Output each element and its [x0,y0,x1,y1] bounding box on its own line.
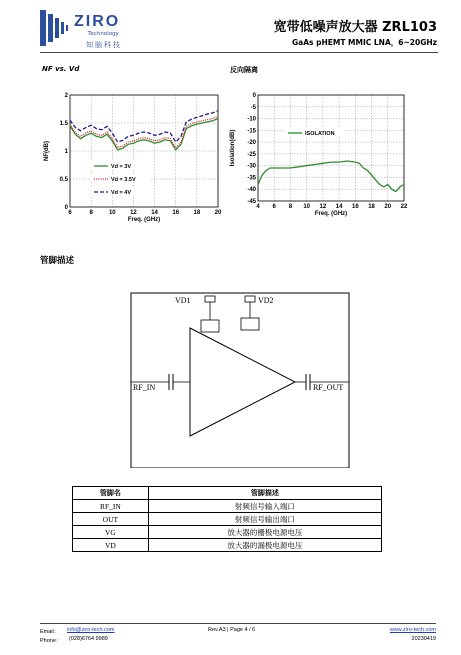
isolation-chart [226,86,416,231]
pin-name-cell: VG [73,526,149,539]
vd1-pad [205,296,215,302]
x-tick-label: 10 [303,204,311,210]
document-subtitle: GaAs pHEMT MMIC LNA，6~20GHz [292,38,437,47]
series-line [70,111,218,142]
diagram-border [131,293,349,468]
block-diagram [125,288,355,468]
logo-subtext: Technology [88,31,119,37]
x-tick-label: 18 [368,204,375,210]
table-header-row [73,487,382,500]
rf-out-label: RF_OUT [313,383,344,392]
y-tick-label: -5 [250,104,256,111]
table-header-cell: 管脚名 [73,487,149,500]
amplifier-symbol [190,328,295,436]
table-row [73,500,382,513]
x-tick-label: 12 [319,204,327,210]
footer-email-label: Email： [40,629,60,635]
vd2-bias-box [241,318,259,330]
footer-page-info: Rev.A3 | Page 4 / 6 [208,627,256,633]
legend-label: Vd = 3V [111,164,132,170]
y-tick-label: -35 [247,175,256,182]
rf-in-label: RF_IN [133,383,156,392]
x-tick-label: 4 [256,204,260,210]
header-divider [40,52,438,53]
y-tick-label: -40 [247,187,256,194]
y-tick-label: -25 [247,151,256,158]
vd1-label: VD1 [175,296,191,305]
logo-chinese-name: 知脑科技 [86,41,122,49]
y-tick-label: 0.5 [59,177,68,183]
y-tick-label: 2 [64,93,68,99]
x-tick-label: 20 [384,204,392,210]
x-tick-label: 12 [130,210,137,216]
y-tick-label: 1 [64,149,68,155]
y-tick-label: -20 [247,140,256,147]
footer-website-link[interactable]: www.ziro-tech.com [389,627,436,633]
y-tick-label: 0 [252,93,256,99]
vd2-label: VD2 [258,296,274,305]
document-title: 宽带低噪声放大器 ZRL103 [273,20,437,35]
table-row [73,539,382,552]
x-tick-label: 8 [89,210,93,216]
company-logo [38,8,128,50]
pin-name-cell: RF_IN [73,500,149,513]
x-axis-label: Freq. (GHz) [314,211,348,217]
logo-name: ZIRO [74,13,121,30]
pin-name-cell: VD [73,539,149,552]
x-tick-label: 14 [151,210,158,216]
x-tick-label: 14 [335,204,343,210]
legend-label: Vd = 3.5V [111,177,136,183]
legend-label: Vd = 4V [111,190,132,196]
y-tick-label: -30 [247,163,256,170]
footer-phone: (028)6764 9989 [69,636,108,642]
vd2-pad [245,296,255,302]
nf-vs-vd-chart [38,86,228,231]
x-tick-label: 6 [272,204,276,210]
x-tick-label: 8 [288,204,293,210]
footer-date: 20230419 [411,636,436,642]
footer-phone-label: Phone： [40,638,62,644]
x-tick-label: 20 [214,210,222,216]
pin-table [72,486,382,552]
y-tick-label: -10 [247,116,256,123]
y-tick-label: 0 [64,205,68,211]
logo-mark-icon [38,8,72,48]
pin-description-heading: 管脚描述 [40,256,75,266]
y-tick-label: 1.5 [59,121,68,127]
y-axis-label: Isolation(dB) [230,129,236,167]
x-tick-label: 16 [351,204,359,210]
table-row [73,513,382,526]
plot-frame [258,95,404,201]
isolation-chart-title: 反向隔离 [230,66,258,74]
x-tick-label: 16 [172,210,180,216]
pin-desc-cell: 射频信号输入端口 [148,500,381,513]
y-tick-label: -15 [247,128,256,135]
legend-label: ISOLATION [305,131,335,137]
nf-chart-title: NF vs. Vd [42,65,80,73]
vd1-bias-box [201,320,219,332]
table-header-cell: 管脚描述 [148,487,381,500]
x-tick-label: 18 [193,210,201,216]
pin-name-cell: OUT [73,513,149,526]
y-tick-label: -45 [247,199,256,205]
pin-desc-cell: 放大器的栅极电源电压 [148,526,381,539]
y-axis-label: NF(dB) [44,141,50,161]
x-tick-label: 22 [400,204,408,210]
footer-divider [40,623,436,624]
footer-email-link[interactable]: info@ziro-tech.com [67,627,115,633]
pin-desc-cell: 射频信号输出端口 [148,513,381,526]
x-axis-label: Freq. (GHz) [127,217,161,223]
x-tick-label: 10 [108,210,116,216]
x-tick-label: 6 [68,210,72,216]
pin-desc-cell: 放大器的漏极电源电压 [148,539,381,552]
table-row [73,526,382,539]
